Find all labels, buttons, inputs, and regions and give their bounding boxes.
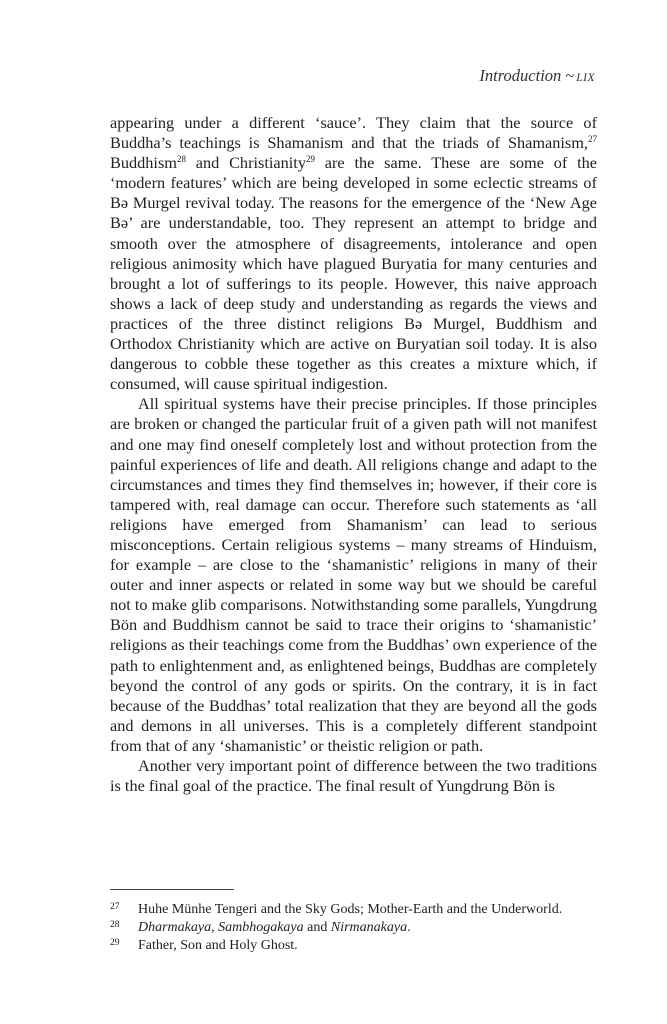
page-number: LIX	[576, 72, 595, 84]
running-header	[479, 66, 595, 86]
footnote-number: 27	[110, 902, 120, 912]
paragraph-3: Another very important point of difference between the two traditions is the final goal of the practice. The final result of Yungdrung Bön is	[110, 756, 597, 796]
footnote-ref-27: 27	[588, 134, 597, 145]
header-separator: ~	[565, 66, 575, 85]
paragraph-2: All spiritual systems have their precise principles. If those principles are broken or changed the particular fruit of a given path will not manifest and one may find oneself completely lost and without protection from the painful experiences of life and death. All religions change and adapt to the circumstances and times they find themselves in; however, if their core is tampered with, real damage can occur. Therefore such statements as ‘all religions have emerged from Shamanism’ can lead to serious misconceptions. Certain religious systems – many streams of Hinduism, for example – are close to the ‘shamanistic’ religions in many of their outer and inner aspects or related in some way but we should be careful not to make glib comparisons. Notwithstanding some parallels, Yungdrung Bön and Buddhism cannot be said to trace their origins to ‘shamanistic’ religions as their teachings come from the Buddhas’ own experience of the path to enlightenment and, as enlightened beings, Buddhas are completely beyond the control of any gods or spirits. On the contrary, it is in fact because of the Buddhas’ total realization that they are beyond all the gods and demons in all universes. This is a completely different standpoint from that of any ‘shamanistic’ or theistic religion or path.	[110, 394, 597, 755]
footnote-divider	[110, 889, 234, 890]
footnote-number: 28	[110, 920, 120, 930]
section-title: Introduction	[479, 66, 562, 85]
footnote-number: 29	[110, 938, 120, 948]
footnote-29	[110, 937, 610, 955]
footnote-ref-28: 28	[176, 154, 186, 165]
footnote-text: Huhe Münhe Tengeri and the Sky Gods; Mother-Earth and the Underworld.	[138, 902, 563, 917]
footnote-28	[110, 919, 610, 937]
paragraph-1: appearing under a different ‘sauce’. They claim that the source of Buddha’s teachings is Shamanism and that the triads of Shamanism,$^{27}$ Buddhism$^{28}$ and Christianity$^{29}$ are the same. These are some of the ‘modern features’ which are being developed in some eclectic streams of Bə Murgel revival today. The reasons for the emergence of the ‘New Age Bə’ are understandable, too. They represent an attempt to bridge and smooth over the atmosphere of disagreements, intolerance and open religious animosity which have plagued Buryatia for many centuries and brought a lot of sufferings to its people. However, this naive approach shows a lack of deep study and understanding as regards the views and practices of the three distinct religions Bə Murgel, Buddhism and Orthodox Christianity which are active on Buryatian soil today. It is also dangerous to cobble these together as this creates a mixture which, if consumed, will cause spiritual indigestion.	[110, 113, 597, 394]
footnote-27	[110, 901, 610, 919]
footnote-text: Father, Son and Holy Ghost.	[138, 938, 298, 953]
footnote-ref-29: 29	[305, 154, 315, 165]
footnote-text: Dharmakaya, Sambhogakaya and Nirmanakaya.	[138, 920, 411, 935]
footnotes	[110, 901, 610, 955]
body-text	[110, 113, 597, 796]
